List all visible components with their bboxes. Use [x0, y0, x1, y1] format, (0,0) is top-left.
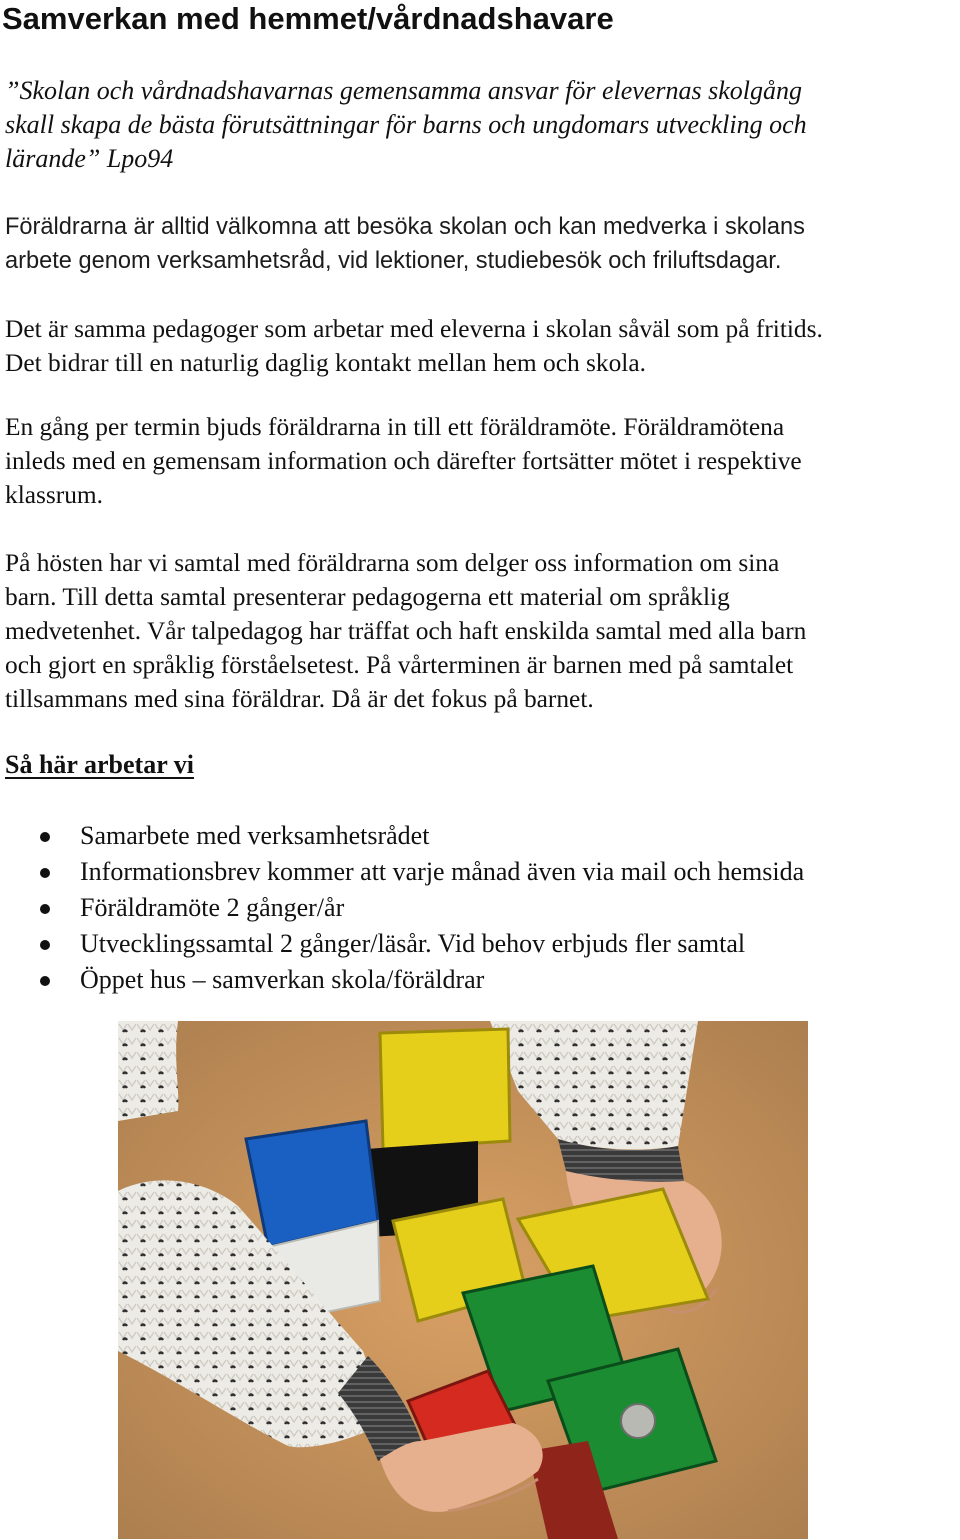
bullet-icon [40, 832, 50, 842]
paragraph-line: medvetenhet. Vår talpedagog har träffat och haft enskilda samtal med alla barn [5, 617, 807, 645]
left-sleeve [118, 1021, 178, 1121]
quote-line: lärande” Lpo94 [5, 144, 174, 173]
children-building-blocks-photo [118, 1021, 808, 1539]
bullet-icon [40, 940, 50, 950]
section-heading: Så här arbetar vi [5, 750, 194, 779]
paragraph-line: klassrum. [5, 481, 104, 509]
paragraph-parent-meetings [5, 410, 955, 512]
paragraph-line: barn. Till detta samtal presenterar pedagogerna ett material om språklig [5, 583, 730, 611]
paragraph-line: En gång per termin bjuds föräldrarna in till ett föräldramöte. Föräldramötena [5, 413, 785, 441]
bullet-icon [40, 976, 50, 986]
paragraph-line: Det bidrar till en naturlig daglig kontakt mellan hem och skola. [5, 349, 646, 377]
bullet-text: Föräldramöte 2 gånger/år [80, 893, 345, 922]
bullet-icon [40, 904, 50, 914]
bullet-item [0, 890, 960, 926]
bullet-icon [40, 868, 50, 878]
bullet-text: Utvecklingssamtal 2 gånger/läsår. Vid behov erbjuds fler samtal [80, 929, 746, 958]
block-yellow-top [380, 1029, 510, 1149]
paragraph-development-talks [5, 546, 955, 716]
paragraph-line: tillsammans med sina föräldrar. Då är det fokus på barnet. [5, 685, 594, 713]
bullet-list [0, 818, 960, 998]
paragraph-parent-visits [5, 210, 955, 278]
bullet-text: Öppet hus – samverkan skola/föräldrar [80, 965, 485, 994]
paragraph-daily-contact [5, 312, 955, 380]
paragraph-line: Föräldrarna är alltid välkomna att besöka skolan och kan medverka i skolans [5, 214, 805, 240]
quote-line: ”Skolan och vårdnadshavarnas gemensamma ansvar för elevernas skolgång [5, 76, 802, 105]
paragraph-line: arbete genom verksamhetsråd, vid lektioner, studiebesök och friluftsdagar. [5, 248, 782, 274]
block-green-hole [621, 1404, 655, 1438]
bullet-item [0, 962, 960, 998]
paragraph-line: Det är samma pedagoger som arbetar med eleverna i skolan såväl som på fritids. [5, 315, 823, 343]
bullet-item [0, 926, 960, 962]
paragraph-line: På hösten har vi samtal med föräldrarna som delger oss information om sina [5, 549, 780, 577]
paragraph-line: inleds med en gemensam information och därefter fortsätter mötet i respektive [5, 447, 802, 475]
page-title: Samverkan med hemmet/vårdnadshavare [2, 1, 614, 36]
bullet-item [0, 818, 960, 854]
quote-line: skall skapa de bästa förutsättningar för barns och ungdomars utveckling och [5, 110, 807, 139]
bullet-item [0, 854, 960, 890]
paragraph-line: och gjort en språklig förståelsetest. På vårterminen är barnen med på samtalet [5, 651, 794, 679]
curriculum-quote [5, 74, 945, 176]
bullet-text: Informationsbrev kommer att varje månad även via mail och hemsida [80, 857, 805, 886]
bullet-text: Samarbete med verksamhetsrådet [80, 821, 430, 850]
